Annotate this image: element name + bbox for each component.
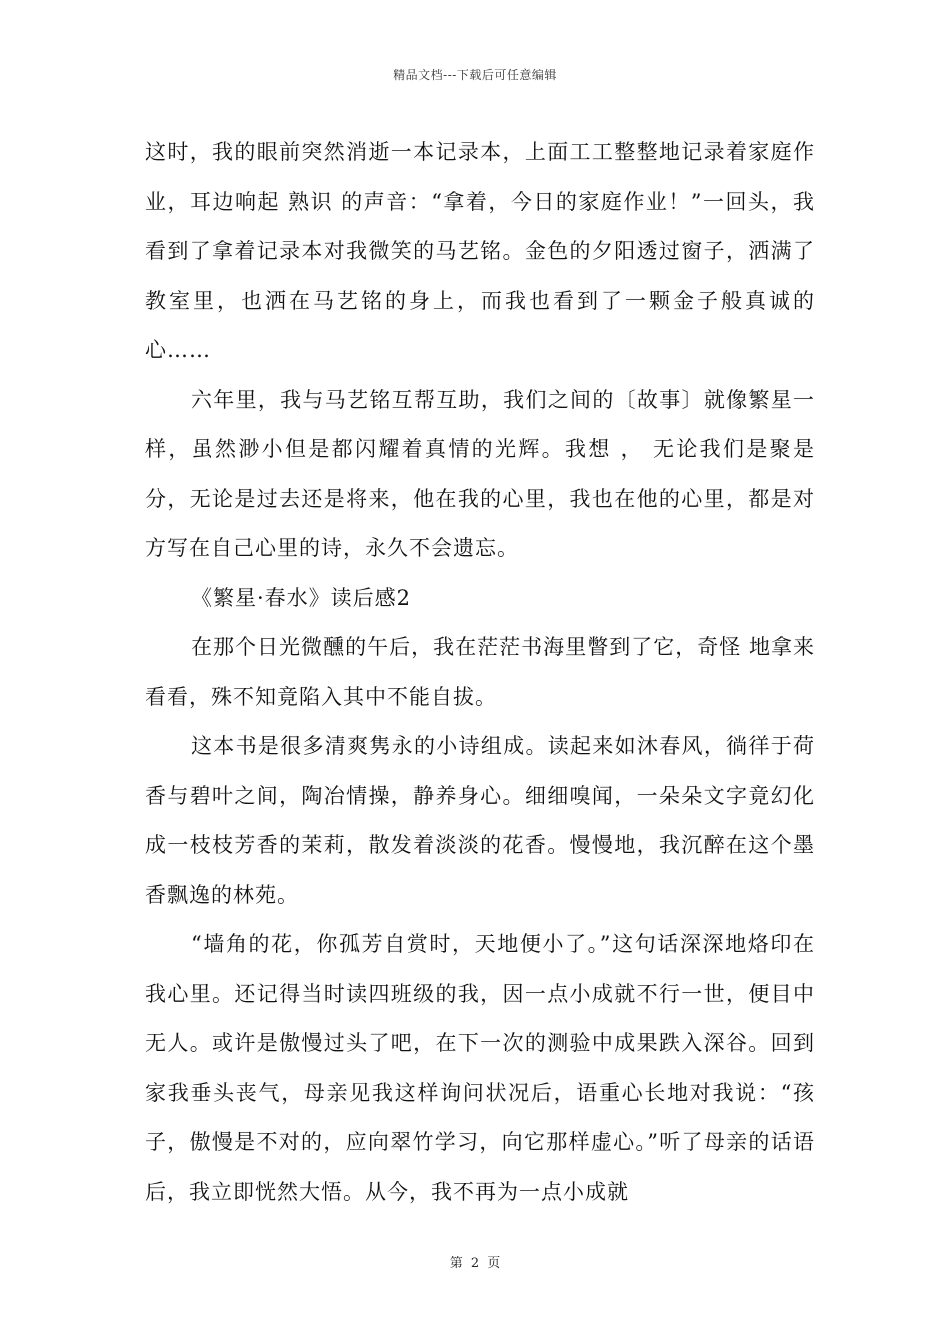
page-number-suffix: 页 (487, 1256, 501, 1271)
paragraph-2: 六年里，我与马艺铭互帮互助，我们之间的〔故事〕就像繁星一样，虽然渺小但是都闪耀着真情的光辉。我想 ， 无论我们是聚是分，无论是过去还是将来，他在我的心里，我也在他的心里，都是对方写在自己心里的诗，永久不会遗忘。 (145, 387, 815, 560)
section-title: 《繁星·春水》读后感2 (191, 585, 412, 610)
paragraph-4: 这本书是很多清爽隽永的小诗组成。读起来如沐春风，徜徉于荷香与碧叶之间，陶冶情操，静养身心。细细嗅闻，一朵朵文字竟幻化成一枝枝芳香的茉莉，散发着淡淡的花香。慢慢地，我沉醉在这个墨香飘逸的林苑。 (145, 734, 815, 907)
paragraph-1: 这时，我的眼前突然消逝一本记录本，上面工工整整地记录着家庭作业，耳边响起 熟识 的声音：“拿着，今日的家庭作业！”一回头，我看到了拿着记录本对我微笑的马艺铭。金色的夕阳透过窗子，洒满了教室里，也洒在马艺铭的身上，而我也看到了一颗金子般真诚的心…… (145, 140, 815, 362)
paragraph-3: 在那个日光微醺的午后，我在茫茫书海里瞥到了它，奇怪 地拿来看看，殊不知竟陷入其中不能自拔。 (145, 635, 815, 709)
page-number-prefix: 第 (449, 1256, 463, 1271)
page-number: 2 (470, 1256, 480, 1271)
document-body (145, 128, 815, 1217)
page-footer (0, 1252, 950, 1271)
paragraph-5: “墙角的花，你孤芳自赏时，天地便小了。”这句话深深地烙印在我心里。还记得当时读四班级的我，因一点小成就不行一世，便目中无人。或许是傲慢过头了吧，在下一次的测验中成果跌入深谷。回到家我垂头丧气，母亲见我这样询问状况后，语重心长地对我说：“孩子，傲慢是不对的，应向翠竹学习，向它那样虚心。”听了母亲的话语后，我立即恍然大悟。从今，我不再为一点小成就 (145, 932, 815, 1204)
page-header: 精品文档---下载后可任意编辑 (393, 68, 557, 82)
